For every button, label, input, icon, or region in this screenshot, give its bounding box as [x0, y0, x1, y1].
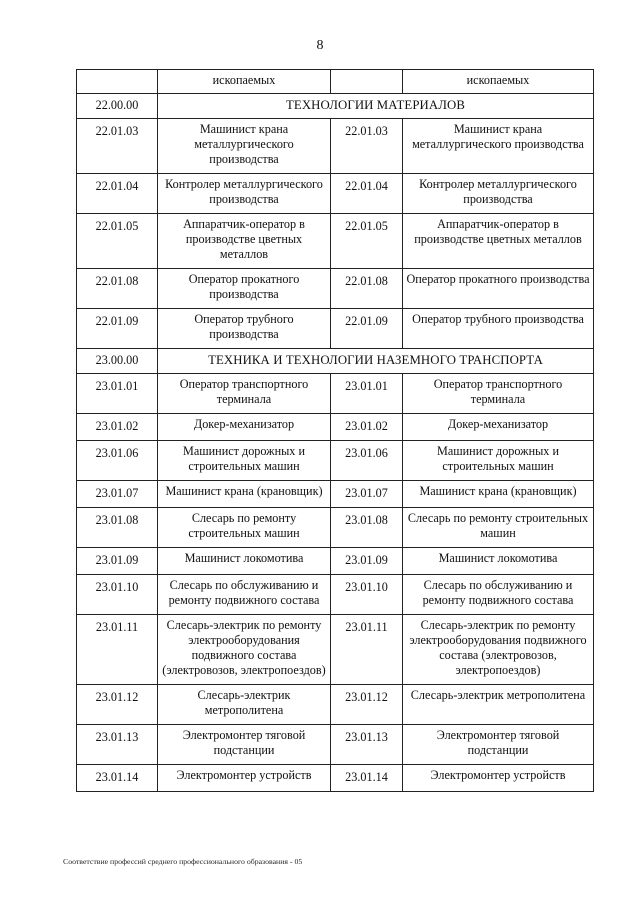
- name-cell: Оператор трубного производства: [158, 309, 331, 349]
- code-cell: 23.01.06: [331, 441, 403, 481]
- code-cell: 22.01.05: [331, 214, 403, 269]
- code-cell: 22.01.03: [331, 119, 403, 174]
- table-row: [77, 441, 594, 481]
- name-cell: Слесарь по ремонту строительных машин: [403, 508, 594, 548]
- name-cell: Слесарь по обслуживанию и ремонту подвижного состава: [403, 575, 594, 615]
- code-cell: 23.01.14: [77, 765, 158, 792]
- name-cell: Машинист дорожных и строительных машин: [158, 441, 331, 481]
- name-cell: ископаемых: [403, 70, 594, 94]
- name-cell: Слесарь-электрик метрополитена: [158, 685, 331, 725]
- section-title: ТЕХНОЛОГИИ МАТЕРИАЛОВ: [158, 94, 594, 119]
- code-cell: 23.01.09: [331, 548, 403, 575]
- name-cell: Машинист крана (крановщик): [403, 481, 594, 508]
- code-cell: 23.01.13: [331, 725, 403, 765]
- name-cell: Оператор транспортного терминала: [158, 374, 331, 414]
- code-cell: 23.01.14: [331, 765, 403, 792]
- name-cell: Оператор трубного производства: [403, 309, 594, 349]
- page-number: 8: [316, 38, 324, 53]
- table-row: [77, 548, 594, 575]
- name-cell: Контролер металлургического производства: [158, 174, 331, 214]
- code-cell: 23.01.11: [331, 615, 403, 685]
- table-continuation-row: [77, 70, 594, 94]
- name-cell: Машинист локомотива: [158, 548, 331, 575]
- table-row: [77, 508, 594, 548]
- code-cell: 23.01.08: [77, 508, 158, 548]
- name-cell: Машинист крана металлургического производства: [403, 119, 594, 174]
- code-cell: 23.01.01: [331, 374, 403, 414]
- empty-cell: [331, 70, 403, 94]
- code-cell: 22.01.08: [331, 269, 403, 309]
- table-row: [77, 615, 594, 685]
- name-cell: Контролер металлургического производства: [403, 174, 594, 214]
- name-cell: Машинист крана (крановщик): [158, 481, 331, 508]
- code-cell: 23.01.08: [331, 508, 403, 548]
- code-cell: 22.01.09: [77, 309, 158, 349]
- table-row: [77, 725, 594, 765]
- code-cell: 22.01.04: [77, 174, 158, 214]
- section-code: 23.00.00: [77, 349, 158, 374]
- code-cell: 23.01.06: [77, 441, 158, 481]
- name-cell: Слесарь по обслуживанию и ремонту подвижного состава: [158, 575, 331, 615]
- name-cell: Слесарь-электрик метрополитена: [403, 685, 594, 725]
- page-footer: Соответствие профессий среднего профессионального образования - 05: [63, 857, 303, 866]
- table-row: [77, 269, 594, 309]
- name-cell: Докер-механизатор: [403, 414, 594, 441]
- table-row: [77, 765, 594, 792]
- table-row: [77, 414, 594, 441]
- professions-table: [76, 69, 594, 792]
- code-cell: 23.01.09: [77, 548, 158, 575]
- table-row: [77, 309, 594, 349]
- name-cell: Слесарь по ремонту строительных машин: [158, 508, 331, 548]
- name-cell: Электромонтер устройств: [158, 765, 331, 792]
- code-cell: 23.01.02: [331, 414, 403, 441]
- code-cell: 23.01.13: [77, 725, 158, 765]
- code-cell: 22.01.09: [331, 309, 403, 349]
- table-row: [77, 685, 594, 725]
- empty-cell: [77, 70, 158, 94]
- code-cell: 23.01.12: [77, 685, 158, 725]
- code-cell: 23.01.01: [77, 374, 158, 414]
- table-row: [77, 575, 594, 615]
- name-cell: Машинист крана металлургического производства: [158, 119, 331, 174]
- section-row: [77, 349, 594, 374]
- name-cell: Машинист локомотива: [403, 548, 594, 575]
- name-cell: ископаемых: [158, 70, 331, 94]
- section-row: [77, 94, 594, 119]
- code-cell: 22.01.03: [77, 119, 158, 174]
- name-cell: Электромонтер тяговой подстанции: [158, 725, 331, 765]
- name-cell: Оператор прокатного производства: [403, 269, 594, 309]
- table-row: [77, 119, 594, 174]
- code-cell: 23.01.12: [331, 685, 403, 725]
- name-cell: Электромонтер тяговой подстанции: [403, 725, 594, 765]
- name-cell: Аппаратчик-оператор в производстве цветных металлов: [158, 214, 331, 269]
- code-cell: 23.01.07: [331, 481, 403, 508]
- name-cell: Электромонтер устройств: [403, 765, 594, 792]
- table-row: [77, 481, 594, 508]
- code-cell: 23.01.07: [77, 481, 158, 508]
- name-cell: Аппаратчик-оператор в производстве цветных металлов: [403, 214, 594, 269]
- name-cell: Оператор транспортного терминала: [403, 374, 594, 414]
- section-title: ТЕХНИКА И ТЕХНОЛОГИИ НАЗЕМНОГО ТРАНСПОРТА: [158, 349, 594, 374]
- code-cell: 23.01.10: [331, 575, 403, 615]
- section-code: 22.00.00: [77, 94, 158, 119]
- code-cell: 23.01.10: [77, 575, 158, 615]
- table-row: [77, 214, 594, 269]
- table-row: [77, 174, 594, 214]
- code-cell: 22.01.05: [77, 214, 158, 269]
- code-cell: 23.01.11: [77, 615, 158, 685]
- name-cell: Слесарь-электрик по ремонту электрооборудования подвижного состава (электровозов, электропоездов): [403, 615, 594, 685]
- code-cell: 22.01.04: [331, 174, 403, 214]
- name-cell: Машинист дорожных и строительных машин: [403, 441, 594, 481]
- name-cell: Докер-механизатор: [158, 414, 331, 441]
- code-cell: 23.01.02: [77, 414, 158, 441]
- name-cell: Слесарь-электрик по ремонту электрооборудования подвижного состава (электровозов, электропоездов): [158, 615, 331, 685]
- code-cell: 22.01.08: [77, 269, 158, 309]
- table-row: [77, 374, 594, 414]
- name-cell: Оператор прокатного производства: [158, 269, 331, 309]
